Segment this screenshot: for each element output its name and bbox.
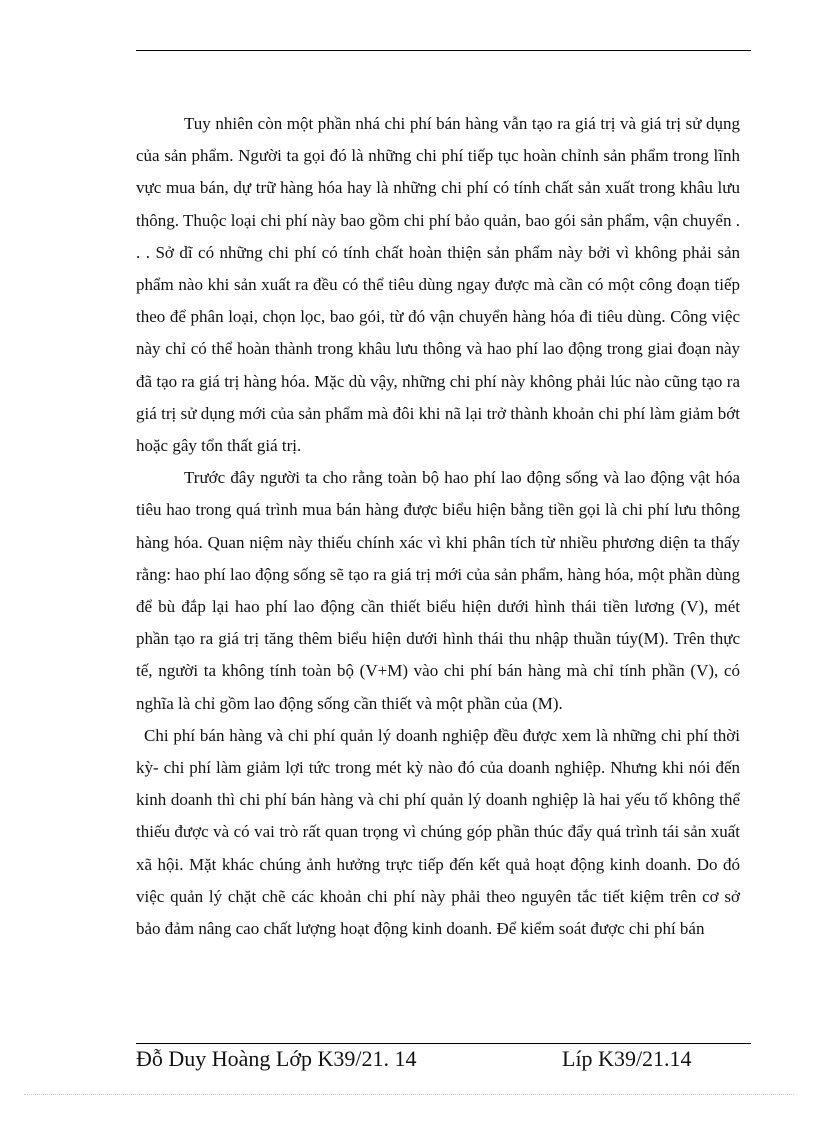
page-footer [136, 1046, 751, 1080]
paragraph-1: Tuy nhiên còn một phần nhá chi phí bán hàng vẫn tạo ra giá trị và giá trị sử dụng của sản phẩm. Người ta gọi đó là những chi phí tiếp tục hoàn chỉnh sản phẩm trong lĩnh vực mua bán, dự trữ hàng hóa hay là những chi phí có tính chất sản xuất trong khâu lưu thông. Thuộc loại chi phí này bao gồm chi phí bảo quản, bao gói sản phẩm, vận chuyển . . . Sở dĩ có những chi phí có tính chất hoàn thiện sản phẩm này bởi vì không phải sản phẩm nào khi sản xuất ra đều có thể tiêu dùng ngay được mà cần có một công đoạn tiếp theo để phân loại, chọn lọc, bao gói, từ đó vận chuyển hàng hóa đi tiêu dùng. Công việc này chỉ có thể hoàn thành trong khâu lưu thông và hao phí lao động trong giai đoạn này đã tạo ra giá trị hàng hóa. Mặc dù vậy, những chi phí này không phải lúc nào cũng tạo ra giá trị sử dụng mới của sản phẩm mà đôi khi nã lại trở thành khoản chi phí làm giảm bớt hoặc gây tổn thất giá trị. [136, 114, 740, 456]
footer-author-class: Đỗ Duy Hoàng Lớp K39/21. 14 [136, 1046, 417, 1071]
header-rule [136, 50, 751, 51]
footer-rule [136, 1043, 751, 1044]
footer-class-code: Líp K39/21.14 [562, 1046, 692, 1071]
body-text [136, 108, 740, 945]
paragraph-2: Trước đây người ta cho rằng toàn bộ hao phí lao động sống và lao động vật hóa tiêu hao trong quá trình mua bán hàng được biểu hiện bằng tiền gọi là chi phí lưu thông hàng hóa. Quan niệm này thiếu chính xác vì khi phân tích từ nhiều phương diện ta thấy rằng: hao phí lao động sống sẽ tạo ra giá trị mới của sản phẩm, hàng hóa, một phần dùng để bù đắp lại hao phí lao động cần thiết biểu hiện dưới hình thái tiền lương (V), mét phần tạo ra giá trị tăng thêm biểu hiện dưới hình thái thu nhập thuần túy(M). Trên thực tế, người ta không tính toàn bộ (V+M) vào chi phí bán hàng mà chỉ tính phần (V), có nghĩa là chỉ gồm lao động sống cần thiết và một phần của (M). [136, 468, 740, 713]
paragraph-3: Chi phí bán hàng và chi phí quản lý doanh nghiệp đều được xem là những chi phí thời kỳ- chi phí làm giảm lợi tức trong mét kỳ nào đó của doanh nghiệp. Nhưng khi nói đến kinh doanh thì chi phí bán hàng và chi phí quản lý doanh nghiệp là hai yếu tố không thể thiếu được và có vai trò rất quan trọng vì chúng góp phần thúc đẩy quá trình tái sản xuất xã hội. Mặt khác chúng ảnh hưởng trực tiếp đến kết quả hoạt động kinh doanh. Do đó việc quản lý chặt chẽ các khoản chi phí này phải theo nguyên tắc tiết kiệm trên cơ sở bảo đảm nâng cao chất lượng hoạt động kinh doanh. Để kiểm soát được chi phí bán [136, 725, 740, 939]
page-edge-dotted-line [24, 1094, 794, 1095]
